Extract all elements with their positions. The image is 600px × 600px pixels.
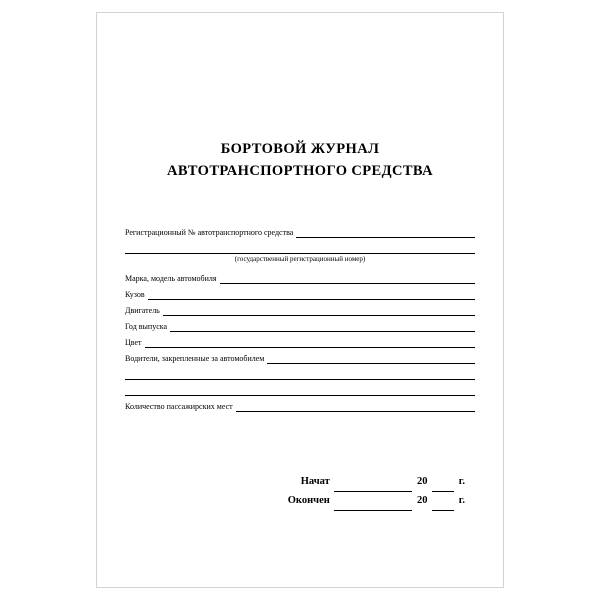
footer-finished-label: Окончен	[287, 494, 330, 506]
field-row-color	[125, 333, 475, 348]
footer-started-year-suffix: г.	[458, 476, 465, 487]
footer-started-date-line[interactable]	[334, 480, 412, 492]
registration-input-line[interactable]	[296, 227, 475, 238]
field-input-drivers-2[interactable]	[125, 368, 475, 380]
footer-started-year-line[interactable]	[432, 480, 454, 492]
title-line-1: БОРТОВОЙ ЖУРНАЛ	[220, 141, 380, 157]
field-label-engine: Двигатель	[125, 305, 160, 315]
field-input-passengers[interactable]	[236, 401, 475, 412]
document-sheet	[96, 12, 504, 588]
field-row-engine	[125, 301, 475, 316]
drivers-extra-row-2	[125, 381, 475, 396]
field-input-brand[interactable]	[220, 273, 475, 284]
drivers-extra-row-1	[125, 365, 475, 380]
field-input-drivers[interactable]	[267, 353, 475, 364]
field-row-body	[125, 285, 475, 300]
footer-finished-year-prefix: 20	[417, 494, 428, 506]
field-label-year: Год выпуска	[125, 321, 168, 331]
registration-second-row	[125, 239, 475, 254]
document-title	[125, 138, 475, 183]
footer-started-year-prefix: 20	[417, 476, 428, 487]
field-label-brand: Марка, модель автомобиля	[125, 273, 217, 283]
field-label-drivers: Водители, закрепленные за автомобилем	[125, 353, 265, 363]
footer-finished-date-line[interactable]	[334, 499, 412, 511]
field-row-brand	[125, 269, 475, 284]
form-fields	[125, 223, 475, 412]
registration-label: Регистрационный № автотранспортного средства	[125, 227, 294, 237]
registration-input-line-2[interactable]	[125, 242, 475, 254]
footer-finished-row	[125, 492, 465, 511]
footer-started-label: Начат	[300, 476, 330, 487]
footer-finished-year-line[interactable]	[432, 499, 454, 511]
registration-row	[125, 223, 475, 238]
field-label-passengers: Количество пассажирских мест	[125, 401, 233, 411]
field-row-year	[125, 317, 475, 332]
field-row-passengers	[125, 397, 475, 412]
document-content	[97, 13, 503, 587]
footer-finished-year-suffix: г.	[458, 494, 465, 506]
registration-caption: (государственный регистрационный номер)	[234, 254, 366, 263]
field-input-year[interactable]	[170, 321, 475, 332]
footer-dates	[125, 473, 475, 511]
footer-started-row	[125, 473, 465, 492]
field-label-body: Кузов	[125, 289, 145, 299]
field-label-color: Цвет	[125, 337, 142, 347]
field-input-body[interactable]	[148, 289, 475, 300]
field-row-drivers	[125, 349, 475, 364]
field-input-engine[interactable]	[163, 305, 475, 316]
title-line-2: АВТОТРАНСПОРТНОГО СРЕДСТВА	[167, 163, 433, 180]
field-input-drivers-3[interactable]	[125, 384, 475, 396]
field-input-color[interactable]	[145, 337, 475, 348]
